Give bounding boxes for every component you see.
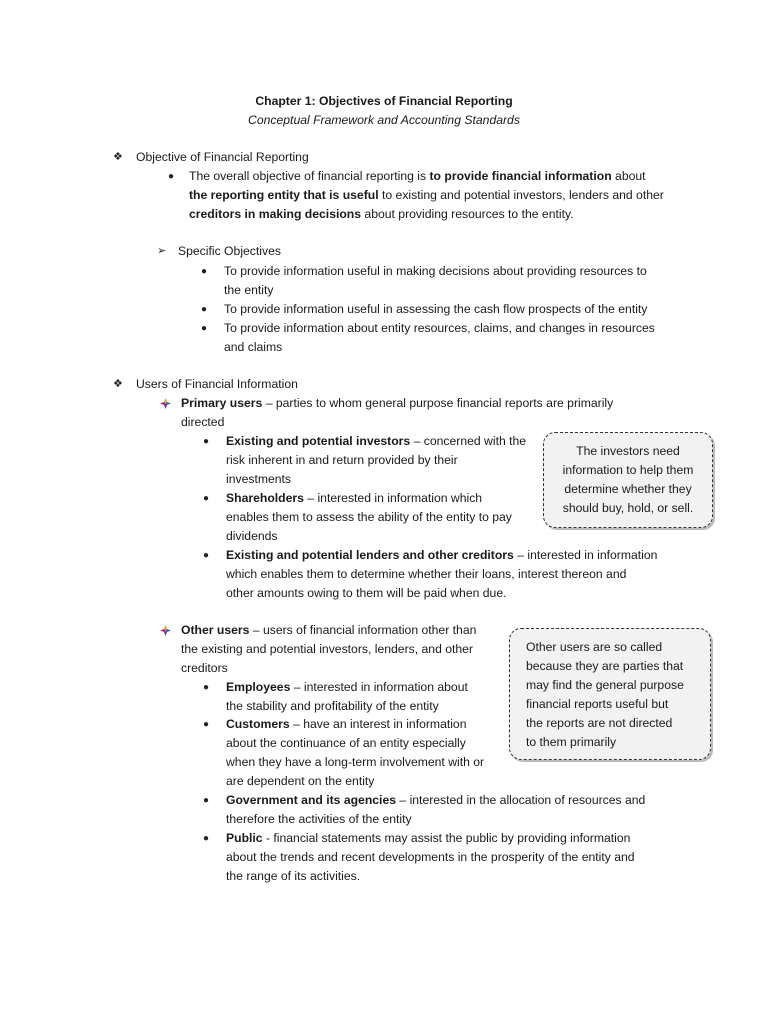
callout-text-line: the reports are not directed — [526, 716, 673, 730]
callout-text-line: may find the general purpose — [526, 678, 684, 692]
public-line-3: the range of its activities. — [226, 869, 361, 883]
dot-bullet-icon: ● — [168, 171, 175, 182]
dot-bullet-icon: ● — [203, 493, 210, 504]
customers-line-1: Customers – have an interest in information — [226, 717, 467, 731]
shareholders-line-3: dividends — [226, 529, 278, 543]
other-users-line-3: creditors — [181, 661, 228, 675]
lenders-line-1: Existing and potential lenders and other creditors – interested in information — [226, 548, 658, 562]
specific-item-3-line-2: and claims — [224, 340, 283, 354]
primary-users-line-2: directed — [181, 415, 225, 429]
dot-bullet-icon: ● — [203, 795, 210, 806]
specific-item-1-line-2: the entity — [224, 283, 274, 297]
callout-text-line: to them primarily — [526, 735, 617, 749]
dot-bullet-icon: ● — [201, 266, 208, 277]
page-subtitle: Conceptual Framework and Accounting Standards — [248, 113, 520, 127]
shareholders-line-2: enables them to assess the ability of the entity to pay — [226, 510, 512, 524]
callout-text-line: financial reports useful but — [526, 697, 669, 711]
customers-line-2: about the continuance of an entity especially — [226, 736, 466, 750]
page-title: Chapter 1: Objectives of Financial Reporting — [255, 94, 513, 108]
primary-users-line-1: Primary users – parties to whom general purpose financial reports are primarily — [181, 396, 614, 410]
public-line-2: about the trends and recent developments in the prosperity of the entity and — [226, 850, 635, 864]
shareholders-line-1: Shareholders – interested in information which — [226, 491, 483, 505]
objective-paragraph-line-1: The overall objective of financial reporting is to provide financial information about — [189, 169, 646, 183]
callout-text-line: should buy, hold, or sell. — [562, 501, 694, 515]
customers-line-4: are dependent on the entity — [226, 774, 375, 788]
dot-bullet-icon: ● — [203, 550, 210, 561]
diamond-bullet-icon: ❖ — [113, 151, 123, 163]
lenders-line-3: other amounts owing to them will be paid when due. — [226, 586, 507, 600]
investors-line-3: investments — [226, 472, 292, 486]
specific-item-2: To provide information useful in assessing the cash flow prospects of the entity — [224, 302, 648, 316]
investors-line-1: Existing and potential investors – concerned with the — [226, 434, 527, 448]
callout-text-line: determine whether they — [564, 482, 692, 496]
callout-text-line: The investors need — [576, 444, 680, 458]
specific-item-1-line-1: To provide information useful in making decisions about providing resources to — [224, 264, 647, 278]
arrowhead-bullet-icon: ➢ — [157, 245, 167, 257]
other-users-line-2: the existing and potential investors, lenders, and other — [181, 642, 474, 656]
dot-bullet-icon: ● — [203, 682, 210, 693]
specific-objectives-heading: Specific Objectives — [178, 244, 281, 258]
employees-line-2: the stability and profitability of the entity — [226, 699, 439, 713]
government-line-1: Government and its agencies – interested in the allocation of resources and — [226, 793, 646, 807]
specific-item-3-line-1: To provide information about entity resources, claims, and changes in resources — [224, 321, 655, 335]
dot-bullet-icon: ● — [201, 323, 208, 334]
other-users-callout-box — [509, 628, 711, 760]
diamond-bullet-icon: ❖ — [113, 378, 123, 390]
investors-line-2: risk inherent in and return provided by their — [226, 453, 458, 467]
callout-text-line: Other users are so called — [526, 640, 663, 654]
employees-line-1: Employees – interested in information about — [226, 680, 468, 694]
callout-text-line: because they are parties that — [526, 659, 684, 673]
callout-text-line: information to help them — [562, 463, 694, 477]
dot-bullet-icon: ● — [203, 436, 210, 447]
objective-heading: Objective of Financial Reporting — [136, 150, 309, 164]
lenders-line-2: which enables them to determine whether their loans, interest thereon and — [226, 567, 627, 581]
dot-bullet-icon: ● — [201, 304, 208, 315]
objective-paragraph-line-3: creditors in making decisions about providing resources to the entity. — [189, 207, 574, 221]
objective-paragraph-line-2: the reporting entity that is useful to existing and potential investors, lenders and other — [189, 188, 664, 202]
public-line-1: Public - financial statements may assist the public by providing information — [226, 831, 631, 845]
other-users-line-1: Other users – users of financial information other than — [181, 623, 477, 637]
investors-callout-box — [543, 432, 713, 528]
government-line-2: therefore the activities of the entity — [226, 812, 412, 826]
dot-bullet-icon: ● — [203, 719, 210, 730]
flag-bullet-icon — [160, 398, 171, 409]
dot-bullet-icon: ● — [203, 833, 210, 844]
customers-line-3: when they have a long-term involvement with or — [226, 755, 485, 769]
flag-bullet-icon — [160, 625, 171, 636]
users-heading: Users of Financial Information — [136, 377, 298, 391]
